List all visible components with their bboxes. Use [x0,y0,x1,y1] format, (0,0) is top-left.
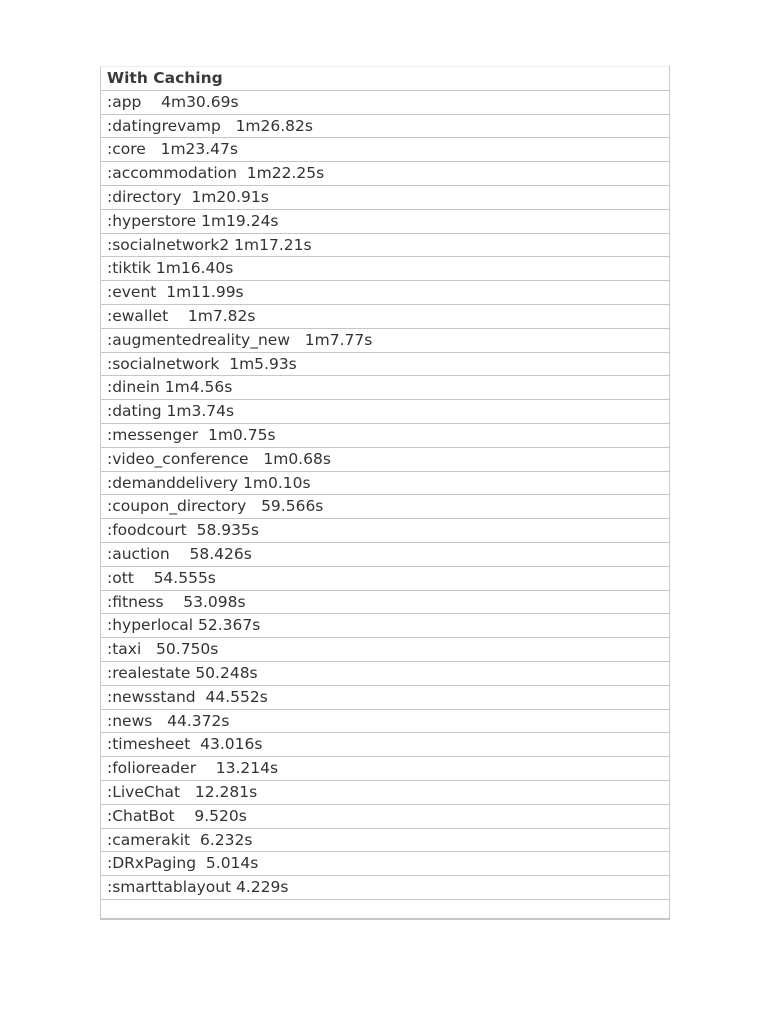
table-row [101,519,670,543]
table-row [101,304,670,328]
table-row [101,685,670,709]
module-time-cell: :smarttablayout 4.229s [101,876,670,900]
table-row [101,852,670,876]
module-time-cell: :camerakit 6.232s [101,828,670,852]
table-row [101,90,670,114]
table-row [101,757,670,781]
module-time-cell: :auction 58.426s [101,542,670,566]
table-row [101,780,670,804]
module-time-cell: :app 4m30.69s [101,90,670,114]
module-time-cell: :dating 1m3.74s [101,400,670,424]
table-row [101,114,670,138]
table-row [101,352,670,376]
table-row [101,876,670,900]
table-row [101,899,670,919]
module-time-cell: :tiktik 1m16.40s [101,257,670,281]
module-time-cell: :ChatBot 9.520s [101,804,670,828]
table-row [101,233,670,257]
table-row [101,423,670,447]
module-time-cell: :hyperlocal 52.367s [101,614,670,638]
module-time-cell: :messenger 1m0.75s [101,423,670,447]
module-time-cell: :video_conference 1m0.68s [101,447,670,471]
table-header-cell: With Caching [101,67,670,91]
table-row [101,709,670,733]
table-row [101,733,670,757]
table-row [101,138,670,162]
module-time-cell: :realestate 50.248s [101,661,670,685]
module-time-cell: :newsstand 44.552s [101,685,670,709]
table-header-row [101,67,670,91]
build-times-table [100,66,670,920]
module-time-cell: :LiveChat 12.281s [101,780,670,804]
module-time-cell: :foodcourt 58.935s [101,519,670,543]
table-row [101,614,670,638]
module-time-cell: :augmentedreality_new 1m7.77s [101,328,670,352]
table-row [101,400,670,424]
table-row [101,804,670,828]
module-time-cell: :taxi 50.750s [101,638,670,662]
module-time-cell: :hyperstore 1m19.24s [101,209,670,233]
empty-cell [101,899,670,919]
table-row [101,257,670,281]
table-row [101,542,670,566]
module-time-cell: :ott 54.555s [101,566,670,590]
table-row [101,471,670,495]
module-time-cell: :demanddelivery 1m0.10s [101,471,670,495]
module-time-cell: :timesheet 43.016s [101,733,670,757]
table-row [101,661,670,685]
module-time-cell: :folioreader 13.214s [101,757,670,781]
module-time-cell: :news 44.372s [101,709,670,733]
table-row [101,185,670,209]
module-time-cell: :dinein 1m4.56s [101,376,670,400]
table-row [101,162,670,186]
table-row [101,447,670,471]
module-time-cell: :accommodation 1m22.25s [101,162,670,186]
table-row [101,495,670,519]
module-time-cell: :datingrevamp 1m26.82s [101,114,670,138]
table-row [101,828,670,852]
table-row [101,638,670,662]
table-row [101,209,670,233]
module-time-cell: :socialnetwork2 1m17.21s [101,233,670,257]
table-row [101,376,670,400]
module-time-cell: :core 1m23.47s [101,138,670,162]
table-row [101,566,670,590]
module-time-cell: :fitness 53.098s [101,590,670,614]
module-time-cell: :DRxPaging 5.014s [101,852,670,876]
table-row [101,328,670,352]
module-time-cell: :coupon_directory 59.566s [101,495,670,519]
module-time-cell: :ewallet 1m7.82s [101,304,670,328]
table-row [101,590,670,614]
module-time-cell: :directory 1m20.91s [101,185,670,209]
build-times-table-container [100,66,670,920]
table-row [101,281,670,305]
module-time-cell: :socialnetwork 1m5.93s [101,352,670,376]
module-time-cell: :event 1m11.99s [101,281,670,305]
